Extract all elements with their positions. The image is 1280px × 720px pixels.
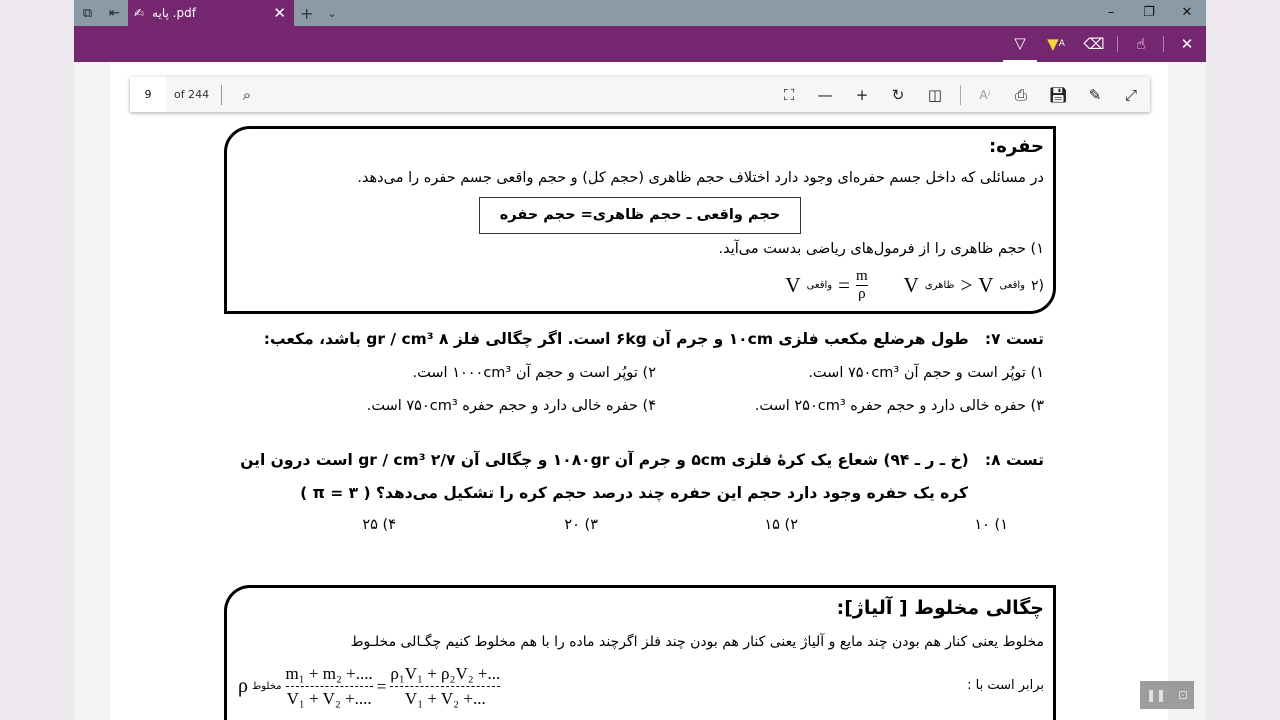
hole-title: حفره:: [989, 136, 1044, 157]
picture-in-picture-icon[interactable]: ⊡: [1177, 688, 1189, 702]
mixture-formula: ρ مخلوط $\frac{\text{m₁ + m₂ +....}}{\text{V₁ + V₂ +....}}$ = $\frac{\text{ρ₁V₁ + ρ₂V₂ +...}}{\text{V₁ + V₂ +...}}$: [238, 664, 501, 708]
video-overlay-controls: [1140, 681, 1194, 709]
minimize-button[interactable]: –: [1107, 5, 1115, 20]
test8-option-1: ۱) ۱۰: [974, 517, 1008, 533]
test7-option-1: ۱) توپُر است و حجم آن ۷۵۰cm³ است.: [808, 365, 1044, 381]
fullscreen-icon[interactable]: ⤢: [1124, 85, 1137, 104]
save-as-icon[interactable]: ✎: [1088, 85, 1102, 104]
highlighter-icon[interactable]: ▼ A: [1047, 35, 1065, 53]
new-tab-icon[interactable]: +: [300, 3, 314, 23]
rotate-icon[interactable]: ↻: [891, 85, 905, 104]
close-tab-icon[interactable]: ✕: [273, 4, 286, 22]
pen-tool-icon[interactable]: ▽: [1003, 26, 1037, 62]
hole-intro: در مسائلی که داخل جسم حفره‌ای وجود دارد اختلاف حجم ظاهری (حجم کل) و حجم واقعی جسم حفره را می‌دهد.: [357, 170, 1044, 186]
pause-icon[interactable]: ❚❚: [1145, 688, 1167, 702]
test7-option-4: ۴) حفره خالی دارد و حجم حفره ۷۵۰cm³ است.: [366, 398, 656, 414]
tab-title: پایه .pdf: [152, 6, 196, 20]
fit-page-icon[interactable]: ⛶: [783, 85, 795, 104]
page-total: of 244: [166, 85, 222, 105]
save-icon[interactable]: 💾︎: [1048, 85, 1068, 104]
mixture-equals-label: برابر است با :: [967, 678, 1044, 693]
hole-note-1: ۱) حجم ظاهری را از فرمول‌های ریاضی بدست می‌آید.: [718, 241, 1044, 257]
print-icon[interactable]: ⎙: [1014, 85, 1027, 104]
active-tab[interactable]: [128, 0, 294, 26]
mixture-text: مخلوط یعنی کنار هم بودن چند مایع و آلیاژ یعنی کنار هم بودن چند فلز اگرچند ماده را با هم مخلوط کنیم چگـالی مخلـوط: [350, 634, 1044, 650]
zoom-in-icon[interactable]: +: [855, 85, 869, 104]
test8-option-4: ۴) ۲۵: [362, 517, 396, 533]
test8-line-2: کره یک حفره وجود دارد حجم این حفره چند درصد حجم کره را تشکیل می‌دهد؟ ( π = ۳ ): [300, 484, 968, 502]
test7-question: تست ۷: طول هرضلع مکعب فلزی ۱۰cm و جرم آن ۶kg است. اگر چگالی فلز ۸ gr / cm³ باشد، مکعب:: [263, 330, 1044, 348]
test7-option-3: ۳) حفره خالی دارد و حجم حفره ۲۵۰cm³ است.: [754, 398, 1044, 414]
test8-line-1: تست ۸: (خ ـ ر ـ ۹۴) شعاع یک کرهٔ فلزی ۵cm و جرم آن ۱۰۸۰gr و چگالی آن ۲/۷ gr / cm³ است درون این: [240, 451, 1044, 469]
zoom-out-icon[interactable]: —: [817, 85, 833, 104]
page-number-input[interactable]: 9: [130, 77, 166, 112]
test8-option-3: ۳) ۲۰: [564, 517, 598, 533]
pdf-page: [110, 62, 1168, 720]
test7-option-2: ۲) توپُر است و حجم آن ۱۰۰۰cm³ است.: [412, 365, 656, 381]
search-icon[interactable]: ⌕: [242, 85, 252, 104]
tab-actions-icon[interactable]: ⧉: [82, 5, 93, 21]
mixture-title: چگالی مخلوط [ آلیاژ]:: [836, 597, 1044, 619]
browser-window: [74, 0, 1206, 720]
page-layout-icon[interactable]: ◫: [927, 85, 943, 104]
close-ink-icon[interactable]: ✕: [1180, 35, 1194, 53]
pdf-toolbar: [130, 77, 1150, 112]
read-aloud-icon[interactable]: A⁾: [979, 87, 991, 102]
tab-preview-chevron-icon[interactable]: ⌄: [327, 6, 337, 20]
restore-button[interactable]: ❐: [1143, 5, 1155, 20]
ink-toolbar: [74, 26, 1206, 62]
close-window-button[interactable]: ✕: [1181, 5, 1193, 20]
pen-icon: ✍: [134, 6, 145, 20]
touch-writing-icon[interactable]: ☝: [1136, 35, 1146, 53]
hole-formula-box: حجم واقعی ـ حجم ظاهری= حجم حفره: [479, 197, 801, 234]
set-tabs-aside-icon[interactable]: ⇤: [109, 5, 120, 21]
hole-note-2: V واقعی = $\frac{m}{\rho}$ V ظاهری > V واقعی ۲): [785, 268, 1044, 302]
eraser-icon[interactable]: ⌫: [1083, 35, 1105, 53]
test8-option-2: ۲) ۱۵: [764, 517, 798, 533]
